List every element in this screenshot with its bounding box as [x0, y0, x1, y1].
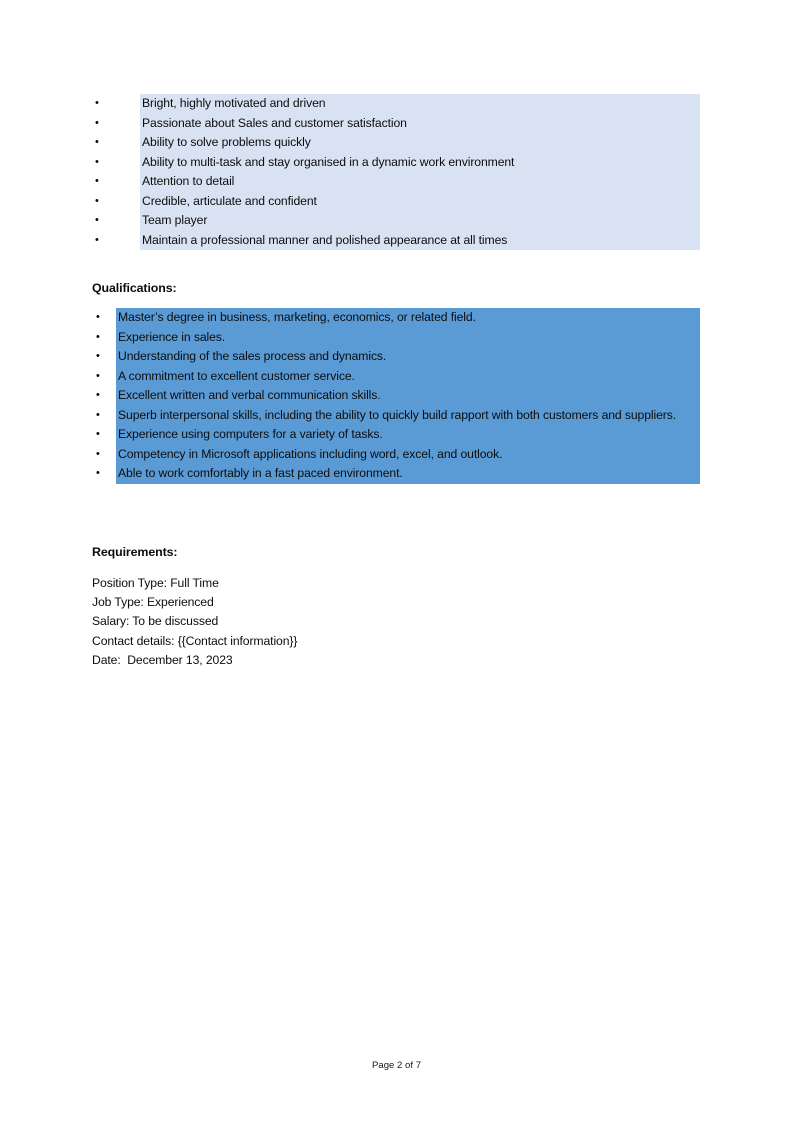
- bullet-icon: •: [96, 330, 100, 343]
- list-item-label: Experience in sales.: [118, 329, 226, 344]
- requirement-position-type: Position Type: Full Time: [92, 576, 219, 590]
- bullet-icon: •: [96, 467, 100, 479]
- list-item: [90, 308, 700, 328]
- bullet-icon: •: [95, 97, 99, 109]
- page-footer: [0, 1060, 793, 1071]
- bullet-icon: •: [96, 447, 100, 460]
- bullet-icon: •: [96, 428, 100, 440]
- list-item: [90, 133, 700, 153]
- list-item: [90, 192, 700, 212]
- bullet-icon: •: [96, 408, 100, 421]
- list-item: [90, 211, 700, 231]
- list-item-label: Maintain a professional manner and polished appearance at all times: [142, 232, 508, 247]
- bullet-icon: •: [95, 214, 99, 226]
- list-item-label: Attention to detail: [142, 174, 235, 188]
- list-item: [90, 386, 700, 406]
- list-item: [90, 94, 700, 114]
- list-item: [90, 347, 700, 367]
- bullet-icon: •: [96, 311, 100, 323]
- list-item-label: Credible, articulate and confident: [142, 193, 317, 208]
- list-item: [90, 153, 700, 173]
- bullet-icon: •: [95, 136, 99, 148]
- list-item: [90, 406, 700, 426]
- list-item: [90, 367, 700, 387]
- list-item: [90, 425, 700, 445]
- requirements-heading: Requirements:: [92, 545, 178, 559]
- list-item-label: Competency in Microsoft applications including word, excel, and outlook.: [118, 446, 503, 461]
- list-item: [90, 231, 700, 251]
- requirement-contact-details: Contact details: {{Contact information}}: [92, 633, 298, 648]
- list-item-label: Ability to multi-task and stay organised in a dynamic work environment: [142, 154, 515, 169]
- list-item-label: Understanding of the sales process and dynamics.: [118, 349, 387, 363]
- list-item-label: Passionate about Sales and customer satisfaction: [142, 115, 407, 130]
- list-item: [90, 464, 700, 484]
- list-item-label: Superb interpersonal skills, including the ability to quickly build rapport with both customers and suppliers.: [118, 407, 677, 422]
- qualifications-heading: Qualifications:: [92, 281, 177, 295]
- requirement-salary: Salary: To be discussed: [92, 614, 219, 629]
- list-item-label: Bright, highly motivated and driven: [142, 96, 326, 110]
- requirements-details: [92, 574, 512, 670]
- bullet-icon: •: [96, 369, 100, 382]
- list-item-label: Excellent written and verbal communication skills.: [118, 388, 381, 402]
- bullet-icon: •: [95, 175, 99, 187]
- bullet-icon: •: [96, 350, 100, 362]
- bullet-icon: •: [95, 155, 99, 168]
- bullet-icon: •: [96, 389, 100, 401]
- requirement-date: Date: December 13, 2023: [92, 652, 233, 667]
- list-item-label: Team player: [142, 213, 208, 227]
- list-item-label: Able to work comfortably in a fast paced environment.: [118, 466, 403, 480]
- list-item-label: Ability to solve problems quickly: [142, 135, 311, 149]
- list-item: [90, 114, 700, 134]
- bullet-icon: •: [95, 116, 99, 129]
- list-item-label: Experience using computers for a variety of tasks.: [118, 427, 383, 441]
- list-item: [90, 172, 700, 192]
- page-number-label: Page 2 of 7: [371, 1060, 422, 1071]
- qualifications-bullet-list: [90, 308, 700, 484]
- list-item: [90, 445, 700, 465]
- requirement-job-type: Job Type: Experienced: [92, 595, 214, 610]
- highlight-band-light: [140, 211, 700, 231]
- attributes-bullet-list: [90, 94, 700, 250]
- bullet-icon: •: [95, 194, 99, 207]
- bullet-icon: •: [95, 233, 99, 246]
- list-item-label: A commitment to excellent customer service.: [118, 368, 355, 383]
- list-item: [90, 328, 700, 348]
- list-item-label: Master’s degree in business, marketing, economics, or related field.: [118, 310, 476, 324]
